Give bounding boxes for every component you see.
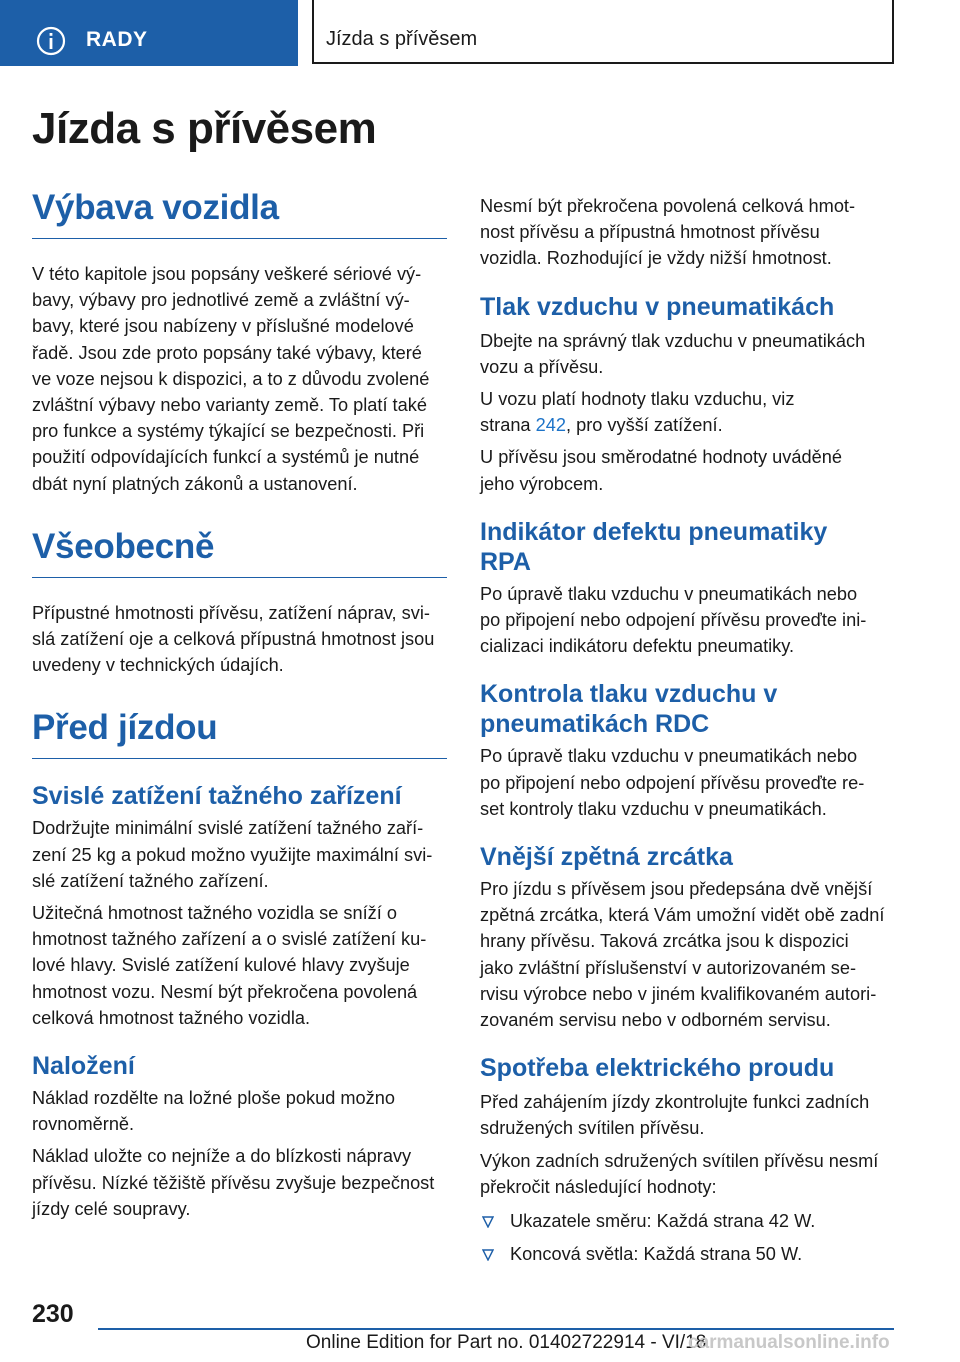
info-icon <box>36 26 66 56</box>
paragraph-vseobecne: Přípustné hmotnosti přívěsu, zatížení náprav, svi‐ slá zatížení oje a celková přípustná hmotnost jsou uvedeny v technických údajích. <box>32 602 435 676</box>
edition-info: Online Edition for Part no. 01402722914 - VI/18 <box>306 1332 707 1353</box>
heading-vnejsi-zrcatka: Vnější zpětná zrcátka <box>480 843 733 872</box>
paragraph-spotreba-1: Před zahájením jízdy zkontrolujte funkci zadních sdružených svítilen přívěsu. <box>480 1092 870 1139</box>
footer-divider <box>98 1328 894 1330</box>
heading-pred-jizdou: Před jízdou <box>32 708 447 759</box>
paragraph-nalozeni-2: Náklad uložte co nejníže a do blízkosti nápravy přívěsu. Nízké těžiště přívěsu zvyšuje bezpečnost jízdy celé soupravy. <box>32 1146 435 1219</box>
paragraph-tlak-1: Dbejte na správný tlak vzduchu v pneumatikách vozu a přívěsu. <box>480 330 866 377</box>
heading-tlak-vzduchu: Tlak vzduchu v pneumatikách <box>480 292 835 321</box>
paragraph-rpa: Po úpravě tlaku vzduchu v pneumatikách nebo po připojení nebo odpojení přívěsu proveďte ini‐ cializaci indikátoru defektu pneumatiky. <box>480 583 867 657</box>
paragraph-svisle-1: Dodržujte minimální svislé zatížení tažného zaří‐ zení 25 kg a pokud možno využijte maximální svi‐ slé zatížení tažného zařízení. <box>32 818 433 891</box>
triangle-bullet-icon <box>482 1216 494 1228</box>
heading-indikator-rpa: Indikátor defektu pneumatiky RPA <box>480 517 828 576</box>
paragraph-tlak-2: U vozu platí hodnoty tlaku vzduchu, viz strana 242, pro vyšší zatížení. <box>480 389 795 436</box>
section-header <box>312 0 894 64</box>
paragraph-zrcatka: Pro jízdu s přívěsem jsou předepsána dvě vnější zpětná zrcátka, která Vám umožní vidět obě zadní hrany přívěsu. Taková zrcátka jsou k dispozici jako zvláštní příslušenství v autorizovaném se‐ rvisu výrobce nebo v jiném kvalifikovaném autori‐ zovaném servisu nebo v odborném servisu. <box>480 879 885 1031</box>
heading-kontrola-rdc: Kontrola tlaku vzduchu v pneumatikách RDC <box>480 680 778 739</box>
page-number: 230 <box>32 1300 74 1328</box>
paragraph-svisle-2: Užitečná hmotnost tažného vozidla se sníží o hmotnost tažného zařízení a o svislé zatížení ku‐ lové hlavy. Svislé zatížení kulové hlavy zvyšuje hmotnost vozu. Nesmí být překročena povolená celková hmotnost tažného vozidla. <box>32 903 427 1028</box>
paragraph-nalozeni-1: Náklad rozdělte na ložné ploše pokud možno rovnoměrně. <box>32 1088 395 1135</box>
watermark: carmanualsonline.info <box>688 1332 890 1353</box>
chapter-tab-label: RADY <box>86 28 148 51</box>
section-header-label: Jízda s přívěsem <box>326 28 478 50</box>
chapter-tab[interactable] <box>0 0 298 66</box>
paragraph-rdc: Po úpravě tlaku vzduchu v pneumatikách nebo po připojení nebo odpojení přívěsu proveďte re‐ set kontroly tlaku vzduchu v pneumatikách. <box>480 746 865 819</box>
heading-vseobecne: Všeobecně <box>32 527 447 578</box>
right-column <box>480 193 898 1267</box>
heading-spotreba-proudu: Spotřeba elektrického proudu <box>480 1054 835 1083</box>
list-item: Koncová světla: Každá strana 50 W. <box>480 1241 898 1267</box>
list-item: Ukazatele směru: Každá strana 42 W. <box>480 1208 898 1234</box>
heading-svisle-zatizeni: Svislé zatížení tažného zařízení <box>32 782 402 811</box>
heading-vybava-vozidla: Výbava vozidla <box>32 188 447 239</box>
paragraph-tlak-3: U přívěsu jsou směrodatné hodnoty uváděné jeho výrobcem. <box>480 447 842 494</box>
heading-nalozeni: Naložení <box>32 1052 135 1081</box>
bullet-list <box>480 1208 898 1267</box>
page-link-242[interactable]: 242 <box>535 415 566 436</box>
paragraph-vybava: V této kapitole jsou popsány veškeré sériové vý‐ bavy, výbavy pro jednotlivé země a zvláštní vý‐ bavy, které jsou nabízeny v příslušné modelové řadě. Jsou zde proto popsány také výbavy, které ve voze nejsou k dispozici, a to z důvodu zvolené zvláštní výbavy nebo varianty země. To platí také pro funkce a systémy týkající se bezpečnosti. Při použití odpovídajících funkcí a systémů je nutné dbát nyní platných zákonů a ustanovení. <box>32 264 430 494</box>
paragraph-spotreba-2: Výkon zadních sdružených svítilen přívěsu nesmí překročit následující hodnoty: <box>480 1150 879 1197</box>
triangle-bullet-icon <box>482 1249 494 1261</box>
paragraph-intro: Nesmí být překročena povolená celková hmot‐ nost přívěsu a přípustná hmotnost přívěsu vozidla. Rozhodující je vždy nižší hmotnost. <box>480 196 856 269</box>
page-title: Jízda s přívěsem <box>32 104 377 153</box>
left-column <box>32 188 447 1222</box>
